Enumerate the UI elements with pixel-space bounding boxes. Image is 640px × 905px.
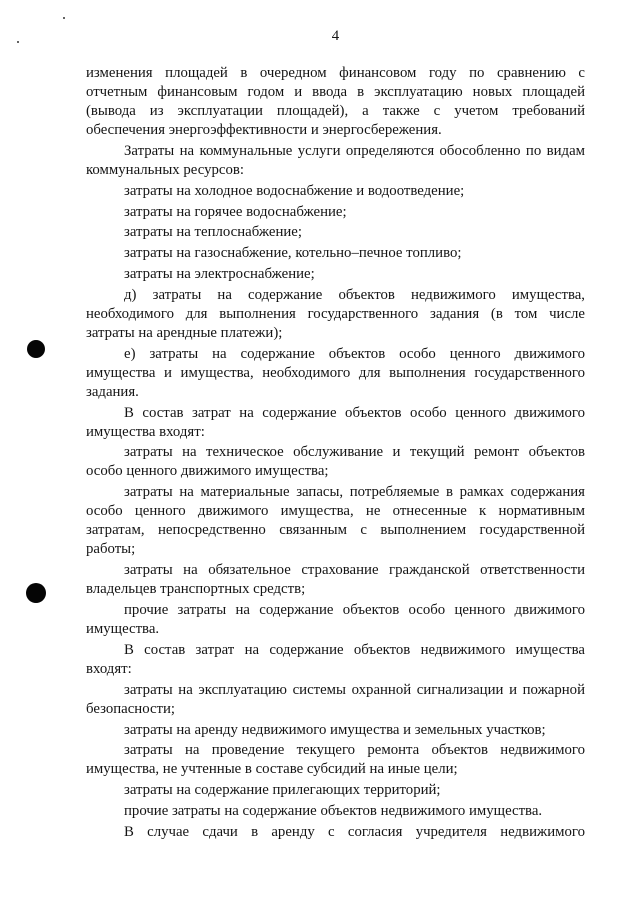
item-electricity-costs: [86, 265, 585, 284]
text-line: В состав затрат на содержание объектов недвижимого имущества: [124, 641, 585, 658]
text-line: особо ценного движимого имущества;: [86, 463, 329, 480]
text-line: затраты на аренду недвижимого имущества и земельных участков;: [124, 721, 546, 738]
text-line: имущества, не учтенные в составе субсидий на иные цели;: [86, 761, 458, 778]
item-material-supplies-costs: [86, 483, 585, 559]
scan-speck: [17, 41, 19, 43]
page-number: 4: [331, 28, 340, 44]
punch-hole: [26, 583, 46, 603]
text-line: (вывода из эксплуатации площадей), а также с учетом требований: [86, 103, 585, 119]
item-rent-costs: [86, 721, 585, 740]
text-line: затраты на горячее водоснабжение;: [124, 203, 347, 220]
text-line: задания.: [86, 383, 139, 400]
item-vehicle-insurance-costs: [86, 561, 585, 599]
text-line: имущества входят:: [86, 423, 205, 440]
item-d-real-estate-maintenance: [86, 286, 585, 343]
paragraph-real-estate-costs-composition: [86, 641, 585, 679]
text-line: затраты на арендные платежи);: [86, 324, 283, 341]
item-heat-supply-costs: [86, 223, 585, 242]
text-line: коммунальных ресурсов:: [86, 161, 244, 178]
text-line: В состав затрат на содержание объектов особо ценного движимого: [124, 404, 585, 421]
text-line: В случае сдачи в аренду с согласия учредителя недвижимого: [124, 823, 585, 840]
item-other-real-estate-costs: [86, 802, 585, 821]
item-security-fire-alarm-costs: [86, 681, 585, 719]
paragraph-utilities-costs: [86, 142, 585, 180]
text-line: затраты на эксплуатацию системы охранной сигнализации и пожарной: [124, 681, 585, 698]
item-e-movable-property-maintenance: [86, 345, 585, 402]
text-line: д) затраты на содержание объектов недвижимого имущества,: [124, 286, 585, 303]
item-gas-supply-costs: [86, 244, 585, 263]
text-line: отчетным финансовым годом и ввода в эксплуатацию новых площадей: [86, 84, 585, 100]
text-line: входят:: [86, 660, 132, 677]
item-hot-water-costs: [86, 203, 585, 222]
paragraph-movable-property-costs-composition: [86, 404, 585, 442]
text-line: владельцев транспортных средств;: [86, 581, 306, 598]
text-line: затраты на электроснабжение;: [124, 266, 315, 283]
document-body: [86, 64, 585, 844]
text-line: имущества.: [86, 620, 160, 637]
text-line: имущества и имущества, необходимого для выполнения государственного: [86, 364, 585, 381]
item-current-repair-costs: [86, 741, 585, 779]
text-line: затраты на теплоснабжение;: [124, 224, 302, 241]
paragraph-lease-case: [86, 823, 585, 842]
text-line: безопасности;: [86, 700, 176, 717]
punch-hole: [27, 340, 45, 358]
text-line: затраты на содержание прилегающих территорий;: [124, 782, 441, 799]
text-line: затраты на холодное водоснабжение и водоотведение;: [124, 182, 465, 199]
text-line: Затраты на коммунальные услуги определяются обособленно по видам: [124, 142, 585, 159]
scan-speck: [63, 17, 65, 19]
text-line: прочие затраты на содержание объектов особо ценного движимого: [124, 601, 585, 618]
text-line: особо ценного движимого имущества, не отнесенные к нормативным: [86, 503, 585, 520]
paragraph-area-changes: [86, 64, 585, 140]
text-line: затраты на материальные запасы, потребляемые в рамках содержания: [124, 484, 585, 501]
item-adjacent-territory-costs: [86, 781, 585, 800]
item-cold-water-costs: [86, 182, 585, 201]
text-line: необходимого для выполнения государственного задания (в том числе: [86, 305, 585, 322]
text-line: затраты на проведение текущего ремонта объектов недвижимого: [124, 742, 585, 759]
text-line: затраты на обязательное страхование гражданской ответственности: [124, 562, 585, 579]
text-line: е) затраты на содержание объектов особо ценного движимого: [124, 345, 585, 362]
text-line: работы;: [86, 541, 136, 558]
text-line: обеспечения энергоэффективности и энергосбережения.: [86, 122, 442, 138]
item-other-movable-property-costs: [86, 601, 585, 639]
text-line: затраты на газоснабжение, котельно–печное топливо;: [124, 245, 462, 262]
text-line: затраты на техническое обслуживание и текущий ремонт объектов: [124, 444, 585, 461]
text-line: затратам, непосредственно связанным с выполнением государственной: [86, 522, 585, 539]
item-maintenance-repair-costs: [86, 443, 585, 481]
text-line: прочие затраты на содержание объектов недвижимого имущества.: [124, 803, 543, 820]
text-line: изменения площадей в очередном финансовом году по сравнению с: [86, 65, 585, 81]
